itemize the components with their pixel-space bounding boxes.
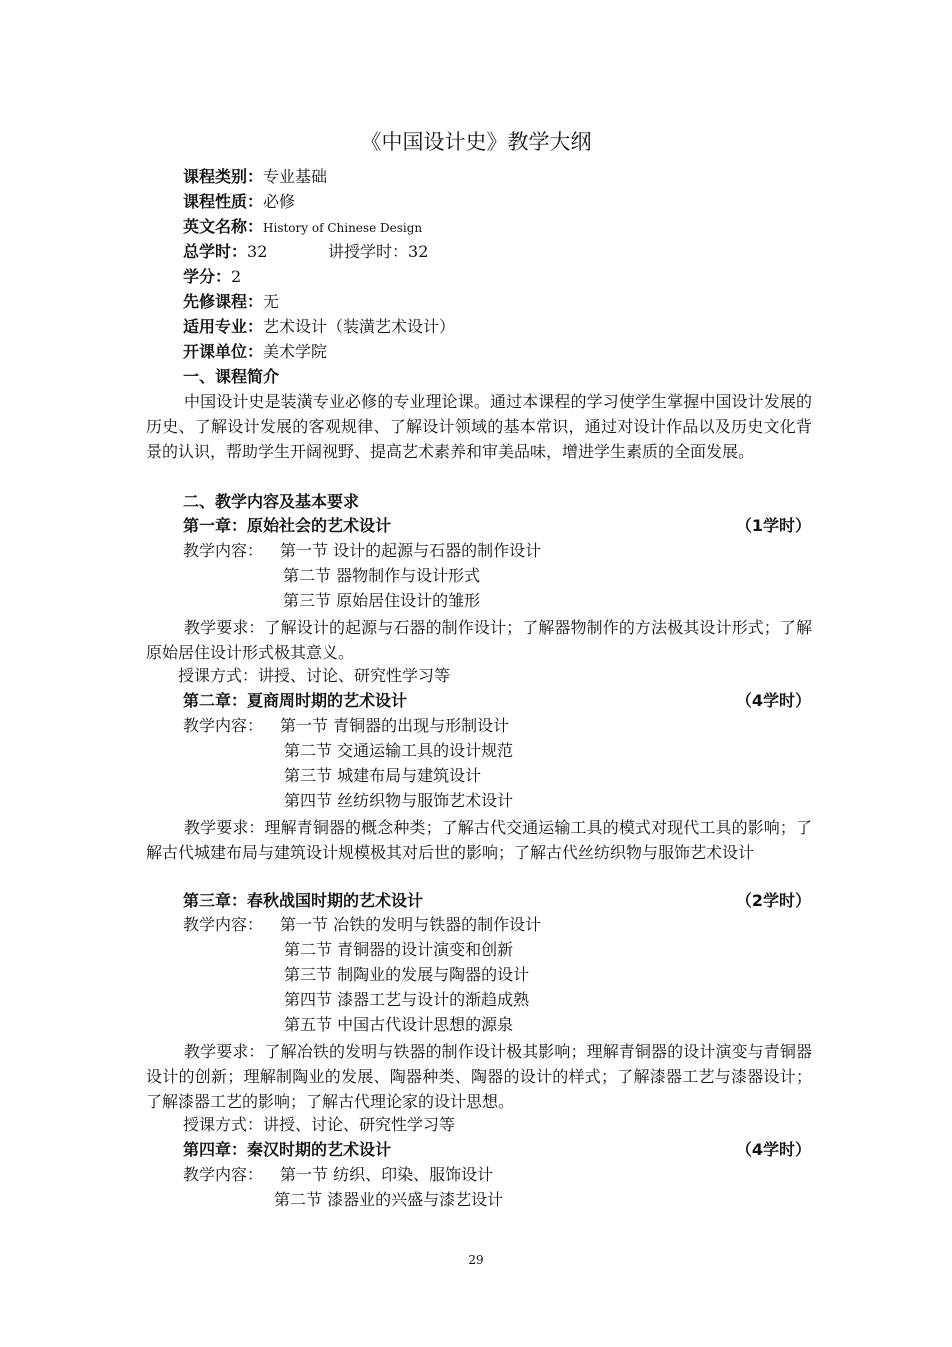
chapter-4-section-2: 第二节 漆器业的兴盛与漆艺设计 [274, 1190, 504, 1209]
chapter-3-heading [183, 890, 811, 912]
chapter-3-content-label: 教学内容： [183, 915, 264, 934]
nature-value: 必修 [263, 192, 296, 211]
chapter-1-title: 第一章：原始社会的艺术设计 [183, 516, 392, 535]
category-label: 课程类别： [183, 167, 264, 186]
prereq-value: 无 [263, 292, 280, 311]
chapter-3-requirement: 教学要求：了解冶铁的发明与铁器的制作设计极其影响；理解青铜器的设计演变与青铜器设计的创新；理解制陶业的发展、陶器种类、陶器的设计的样式；了解漆器工艺与漆器设计；了解漆器工艺的影响；了解古代理论家的设计思想。 [146, 1042, 812, 1111]
info-major [183, 316, 455, 338]
english-value: History of Chinese Design [263, 221, 423, 235]
nature-label: 课程性质： [183, 192, 264, 211]
chapter-1-requirement: 教学要求：了解设计的起源与石器的制作设计；了解器物制作的方法极其设计形式；了解原始居住设计形式极其意义。 [146, 618, 812, 662]
chapter-1-section-1: 第一节 设计的起源与石器的制作设计 [280, 541, 542, 560]
chapter-2-title: 第二章：夏商周时期的艺术设计 [183, 691, 408, 710]
major-label: 适用专业： [183, 317, 264, 336]
info-hours [183, 241, 267, 263]
info-nature [183, 191, 295, 213]
chapter-3-section-3: 第三节 制陶业的发展与陶器的设计 [284, 965, 530, 984]
chapter-3-section-1: 第一节 冶铁的发明与铁器的制作设计 [280, 915, 542, 934]
chapter-1-content-label: 教学内容： [183, 541, 264, 560]
chapter-1-section-2: 第二节 器物制作与设计形式 [283, 566, 481, 585]
chapter-1-hours: （1学时） [735, 516, 811, 535]
content-heading: 二、教学内容及基本要求 [183, 492, 360, 511]
chapter-2-section-2: 第二节 交通运输工具的设计规范 [284, 741, 514, 760]
info-category [183, 166, 327, 188]
intro-paragraph: 中国设计史是装潢专业必修的专业理论课。通过本课程的学习使学生掌握中国设计发展的历史、了解设计发展的客观规律、了解设计领域的基本常识，通过对设计作品以及历史文化背景的认识，帮助学生开阔视野、提高艺术素养和审美品味，增进学生素质的全面发展。 [146, 392, 812, 461]
chapter-1-method: 授课方式：讲授、讨论、研究性学习等 [178, 666, 451, 685]
chapter-3-section-2: 第二节 青铜器的设计演变和创新 [284, 940, 514, 959]
credit-label: 学分： [183, 267, 232, 286]
chapter-2-section-3: 第三节 城建布局与建筑设计 [284, 766, 482, 785]
chapter-3-hours: （2学时） [735, 891, 811, 910]
chapter-4-heading [183, 1139, 811, 1161]
intro-heading: 一、课程简介 [183, 367, 280, 386]
hours-label: 总学时： [183, 242, 248, 261]
prereq-label: 先修课程： [183, 292, 264, 311]
chapter-3-title: 第三章：春秋战国时期的艺术设计 [183, 891, 424, 910]
english-label: 英文名称： [183, 217, 264, 236]
chapter-4-title: 第四章：秦汉时期的艺术设计 [183, 1140, 392, 1159]
chapter-2-heading [183, 690, 811, 712]
lecture-value: 32 [408, 242, 429, 261]
dept-label: 开课单位： [183, 342, 264, 361]
document-title: 《中国设计史》教学大纲 [360, 130, 592, 154]
page-number: 29 [468, 1253, 484, 1267]
chapter-2-section-4: 第四节 丝纺织物与服饰艺术设计 [284, 791, 514, 810]
chapter-2-requirement: 教学要求：理解青铜器的概念种类；了解古代交通运输工具的模式对现代工具的影响；了解古代城建布局与建筑设计规模极其对后世的影响；了解古代丝纺织物与服饰艺术设计 [146, 818, 812, 862]
info-prerequisite [183, 291, 279, 313]
chapter-4-section-1: 第一节 纺织、印染、服饰设计 [280, 1165, 494, 1184]
credit-value: 2 [231, 267, 242, 286]
chapter-2-hours: （4学时） [735, 691, 811, 710]
dept-value: 美术学院 [263, 342, 328, 361]
category-value: 专业基础 [263, 167, 328, 186]
info-lecture-hours [328, 241, 428, 263]
chapter-4-content-label: 教学内容： [183, 1165, 264, 1184]
hours-value: 32 [247, 242, 268, 261]
info-department [183, 341, 327, 363]
chapter-1-section-3: 第三节 原始居住设计的雏形 [283, 591, 481, 610]
chapter-3-section-4: 第四节 漆器工艺与设计的渐趋成熟 [284, 990, 530, 1009]
chapter-3-section-5: 第五节 中国古代设计思想的源泉 [284, 1015, 514, 1034]
major-value: 艺术设计（装潢艺术设计） [263, 317, 456, 336]
chapter-4-hours: （4学时） [735, 1140, 811, 1159]
chapter-1-heading [183, 515, 811, 537]
chapter-3-method: 授课方式：讲授、讨论、研究性学习等 [183, 1115, 456, 1134]
chapter-2-content-label: 教学内容： [183, 716, 264, 735]
lecture-label: 讲授学时： [328, 242, 409, 261]
info-english-name [183, 216, 422, 239]
chapter-2-section-1: 第一节 青铜器的出现与形制设计 [280, 716, 510, 735]
info-credit [183, 266, 241, 288]
